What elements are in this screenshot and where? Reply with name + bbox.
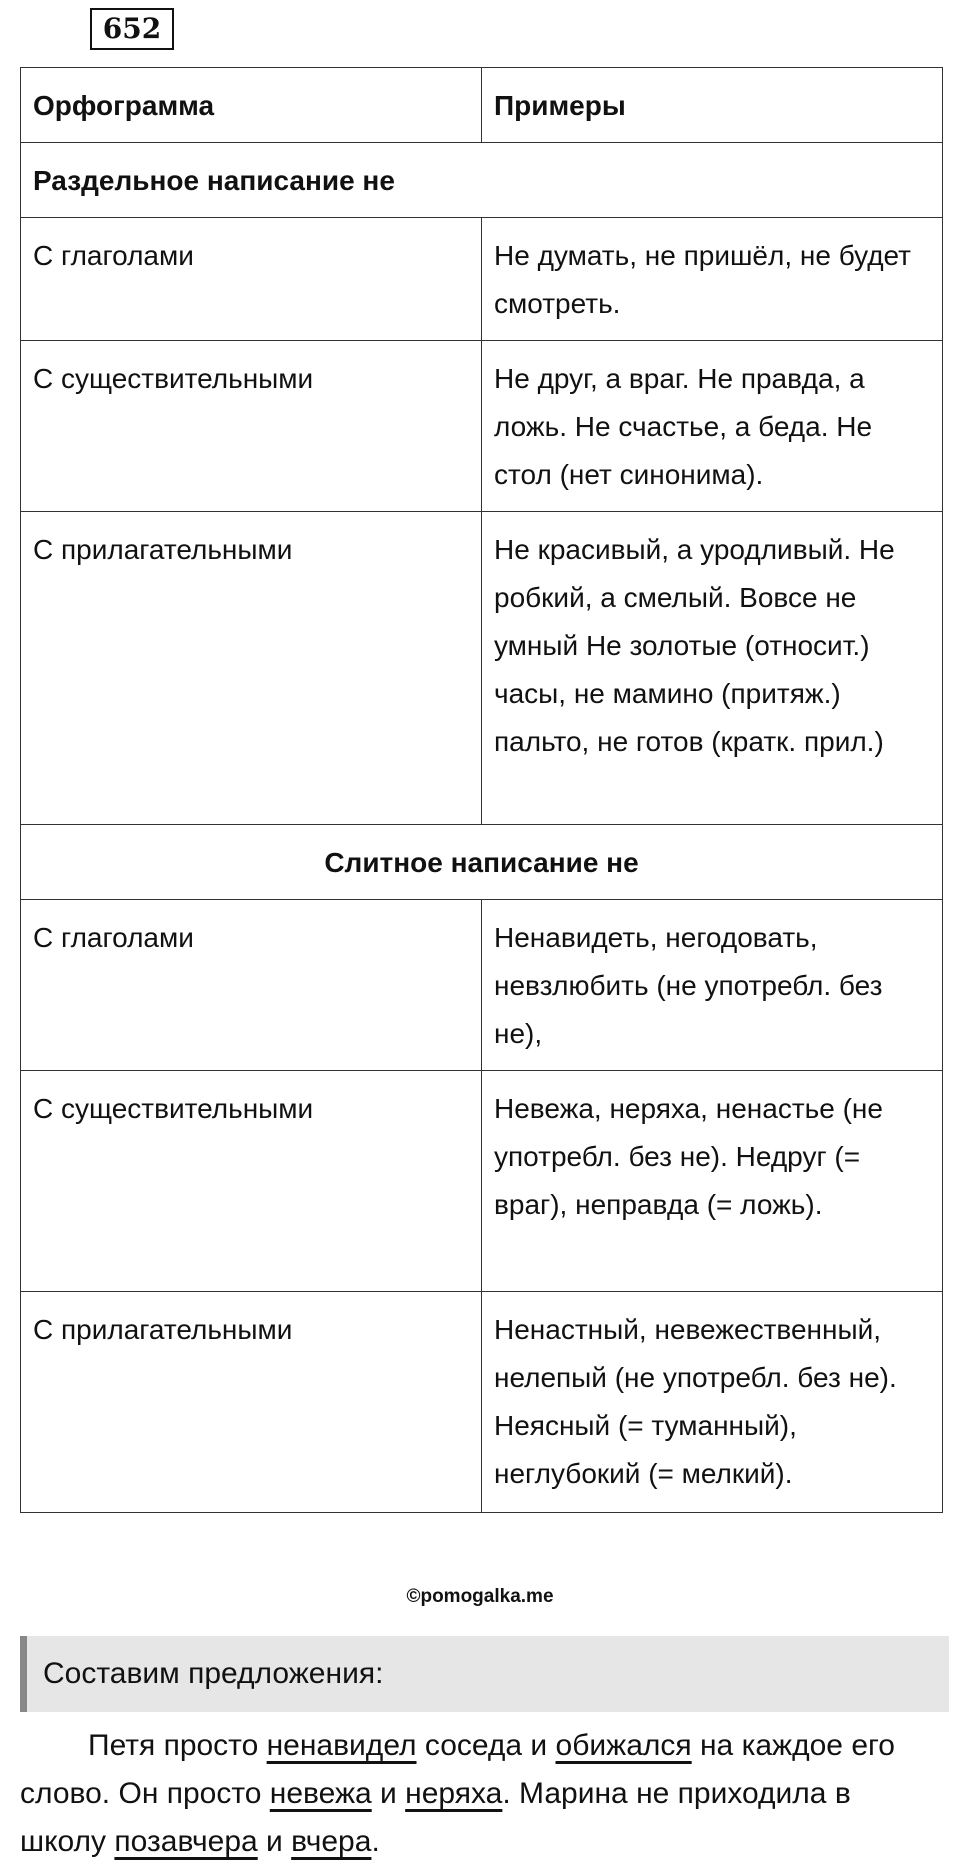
answer-paragraph [20, 1722, 930, 1866]
category-cell: С существительными [21, 341, 482, 512]
examples-cell: Ненастный, невежественный, нелепый (не употребл. без не). Неясный (= туманный), неглубокий (= мелкий). [482, 1292, 943, 1513]
text-span: Петя просто [88, 1729, 267, 1762]
examples-cell: Не красивый, а уродливый. Не робкий, а смелый. Вовсе не умный Не золотые (относит.) часы, не мамино (притяж.) пальто, не готов (кратк. прил.) [482, 512, 943, 825]
section-row [21, 143, 943, 218]
col2-header: Примеры [482, 68, 943, 143]
col1-header: Орфограмма [21, 68, 482, 143]
text-span: . [371, 1825, 380, 1858]
text-span: на каждое его слово. Он просто [20, 1729, 895, 1810]
table-row [21, 218, 943, 341]
examples-cell: Не думать, не пришёл, не будет смотреть. [482, 218, 943, 341]
table-header-row [21, 68, 943, 143]
callout-heading: Составим предложения: [20, 1636, 949, 1712]
text-span: и [371, 1777, 406, 1810]
text-span: соседа и [416, 1729, 556, 1762]
underlined-word: позавчера [114, 1825, 258, 1858]
underlined-word: неряха [405, 1777, 503, 1810]
table-row [21, 512, 943, 825]
section1-title: Раздельное написание не [21, 143, 943, 218]
copyright-text: ©pomogalka.me [406, 1586, 554, 1607]
category-cell: С существительными [21, 1071, 482, 1292]
table-row [21, 341, 943, 512]
underlined-word: ненавидел [266, 1729, 417, 1762]
category-cell: С глаголами [21, 900, 482, 1071]
spelling-rules-table [20, 67, 943, 1513]
table-row [21, 1292, 943, 1513]
text-span: . Марина не приходила в школу [20, 1777, 851, 1858]
text-span: и [257, 1825, 292, 1858]
table-row [21, 900, 943, 1071]
section2-title: Слитное написание не [21, 825, 943, 900]
category-cell: С глаголами [21, 218, 482, 341]
category-cell: С прилагательными [21, 1292, 482, 1513]
category-cell: С прилагательными [21, 512, 482, 825]
examples-cell: Невежа, неряха, ненастье (не употребл. без не). Недруг (= враг), неправда (= ложь). [482, 1071, 943, 1292]
underlined-word: вчера [291, 1825, 372, 1858]
examples-cell: Ненавидеть, негодовать, невзлюбить (не употребл. без не), [482, 900, 943, 1071]
table-row [21, 1071, 943, 1292]
underlined-word: невежа [269, 1777, 372, 1810]
examples-cell: Не друг, а враг. Не правда, а ложь. Не счастье, а беда. Не стол (нет синонима). [482, 341, 943, 512]
underlined-word: обижался [555, 1729, 692, 1762]
exercise-number: 652 [90, 8, 174, 50]
section-row [21, 825, 943, 900]
